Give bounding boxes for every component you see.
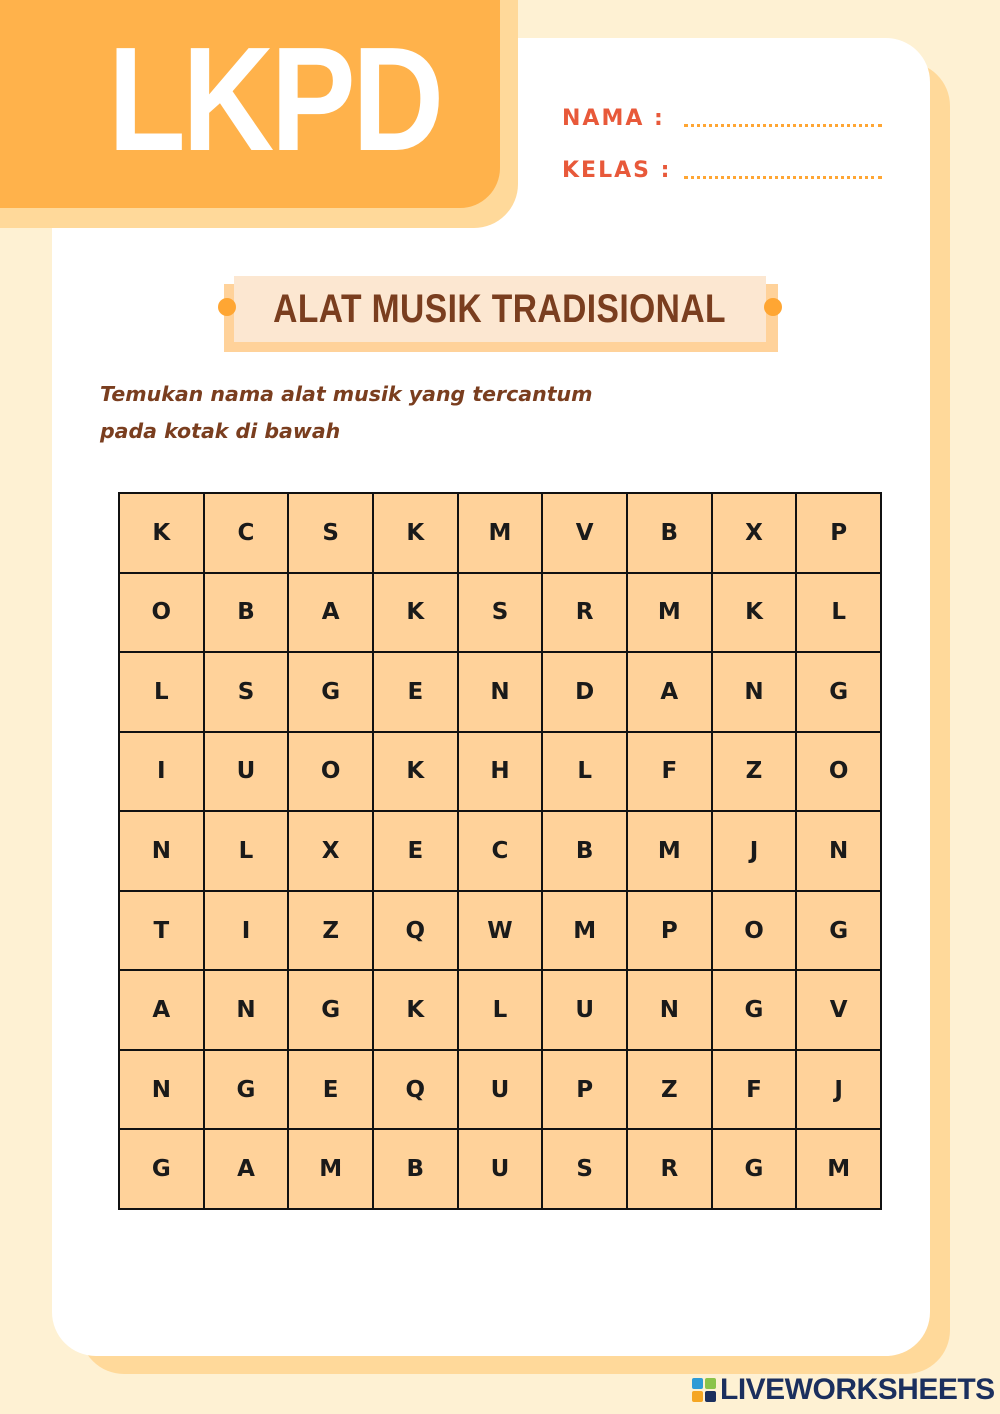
grid-cell[interactable]: E	[374, 812, 459, 892]
class-label: KELAS :	[562, 158, 672, 183]
grid-cell[interactable]: M	[628, 574, 713, 654]
grid-cell[interactable]: O	[713, 892, 798, 972]
grid-cell[interactable]: X	[289, 812, 374, 892]
grid-cell[interactable]: I	[120, 733, 205, 813]
grid-cell[interactable]: O	[120, 574, 205, 654]
grid-cell[interactable]: F	[713, 1051, 798, 1131]
grid-cell[interactable]: G	[797, 892, 882, 972]
brand-name: LIVEWORKSHEETS	[720, 1373, 995, 1406]
left-dot-icon	[218, 298, 236, 316]
grid-cell[interactable]: K	[713, 574, 798, 654]
grid-cell[interactable]: M	[459, 494, 544, 574]
grid-cell[interactable]: Z	[713, 733, 798, 813]
grid-cell[interactable]: B	[628, 494, 713, 574]
grid-cell[interactable]: G	[205, 1051, 290, 1131]
grid-cell[interactable]: N	[120, 812, 205, 892]
footer-brand	[692, 1372, 995, 1408]
section-title-banner	[222, 276, 778, 352]
grid-cell[interactable]: A	[289, 574, 374, 654]
grid-cell[interactable]: O	[797, 733, 882, 813]
grid-cell[interactable]: R	[543, 574, 628, 654]
grid-cell[interactable]: P	[543, 1051, 628, 1131]
grid-cell[interactable]: T	[120, 892, 205, 972]
grid-cell[interactable]: N	[628, 971, 713, 1051]
liveworksheets-logo-icon	[692, 1378, 716, 1402]
grid-cell[interactable]: B	[374, 1130, 459, 1210]
grid-cell[interactable]: R	[628, 1130, 713, 1210]
grid-cell[interactable]: E	[374, 653, 459, 733]
word-search-grid	[118, 492, 882, 1210]
grid-cell[interactable]: M	[628, 812, 713, 892]
grid-cell[interactable]: L	[205, 812, 290, 892]
grid-cell[interactable]: K	[374, 574, 459, 654]
grid-cell[interactable]: Q	[374, 1051, 459, 1131]
grid-cell[interactable]: L	[120, 653, 205, 733]
grid-cell[interactable]: G	[797, 653, 882, 733]
grid-cell[interactable]: X	[713, 494, 798, 574]
grid-cell[interactable]: V	[543, 494, 628, 574]
section-title: ALAT MUSIK TRADISIONAL	[273, 286, 727, 331]
grid-cell[interactable]: U	[543, 971, 628, 1051]
grid-cell[interactable]: A	[205, 1130, 290, 1210]
grid-cell[interactable]: O	[289, 733, 374, 813]
grid-cell[interactable]: L	[797, 574, 882, 654]
grid-cell[interactable]: N	[713, 653, 798, 733]
grid-cell[interactable]: K	[374, 971, 459, 1051]
grid-cell[interactable]: W	[459, 892, 544, 972]
grid-cell[interactable]: K	[120, 494, 205, 574]
grid-cell[interactable]: L	[459, 971, 544, 1051]
grid-cell[interactable]: C	[205, 494, 290, 574]
grid-cell[interactable]: M	[797, 1130, 882, 1210]
grid-cell[interactable]: E	[289, 1051, 374, 1131]
grid-cell[interactable]: G	[289, 653, 374, 733]
grid-cell[interactable]: S	[459, 574, 544, 654]
grid-cell[interactable]: Q	[374, 892, 459, 972]
name-field[interactable]	[684, 124, 882, 127]
grid-cell[interactable]: S	[205, 653, 290, 733]
grid-cell[interactable]: L	[543, 733, 628, 813]
grid-cell[interactable]: U	[459, 1051, 544, 1131]
page-title: LKPD	[108, 17, 441, 182]
grid-cell[interactable]: Z	[289, 892, 374, 972]
grid-cell[interactable]: Z	[628, 1051, 713, 1131]
class-field[interactable]	[684, 176, 882, 179]
grid-cell[interactable]: M	[543, 892, 628, 972]
grid-cell[interactable]: G	[713, 1130, 798, 1210]
grid-cell[interactable]: N	[459, 653, 544, 733]
grid-cell[interactable]: I	[205, 892, 290, 972]
name-label: NAMA :	[562, 106, 665, 131]
grid-cell[interactable]: H	[459, 733, 544, 813]
grid-cell[interactable]: A	[628, 653, 713, 733]
grid-cell[interactable]: P	[628, 892, 713, 972]
grid-cell[interactable]: F	[628, 733, 713, 813]
instructions	[100, 376, 660, 450]
grid-cell[interactable]: A	[120, 971, 205, 1051]
grid-cell[interactable]: N	[120, 1051, 205, 1131]
grid-cell[interactable]: B	[543, 812, 628, 892]
grid-cell[interactable]: J	[797, 1051, 882, 1131]
grid-cell[interactable]: M	[289, 1130, 374, 1210]
grid-cell[interactable]: S	[289, 494, 374, 574]
grid-cell[interactable]: G	[289, 971, 374, 1051]
instructions-line-2: pada kotak di bawah	[100, 419, 341, 443]
grid-cell[interactable]: C	[459, 812, 544, 892]
section-title-box	[234, 276, 766, 342]
grid-cell[interactable]: K	[374, 733, 459, 813]
right-dot-icon	[764, 298, 782, 316]
grid-cell[interactable]: V	[797, 971, 882, 1051]
grid-cell[interactable]: G	[713, 971, 798, 1051]
grid-cell[interactable]: K	[374, 494, 459, 574]
grid-cell[interactable]: B	[205, 574, 290, 654]
grid-cell[interactable]: N	[205, 971, 290, 1051]
grid-cell[interactable]: S	[543, 1130, 628, 1210]
instructions-line-1: Temukan nama alat musik yang tercantum	[100, 382, 593, 406]
header-tab	[0, 0, 500, 208]
grid-cell[interactable]: G	[120, 1130, 205, 1210]
grid-cell[interactable]: N	[797, 812, 882, 892]
grid-cell[interactable]: U	[205, 733, 290, 813]
grid-cell[interactable]: U	[459, 1130, 544, 1210]
grid-cell[interactable]: D	[543, 653, 628, 733]
grid-cell[interactable]: J	[713, 812, 798, 892]
grid-cell[interactable]: P	[797, 494, 882, 574]
